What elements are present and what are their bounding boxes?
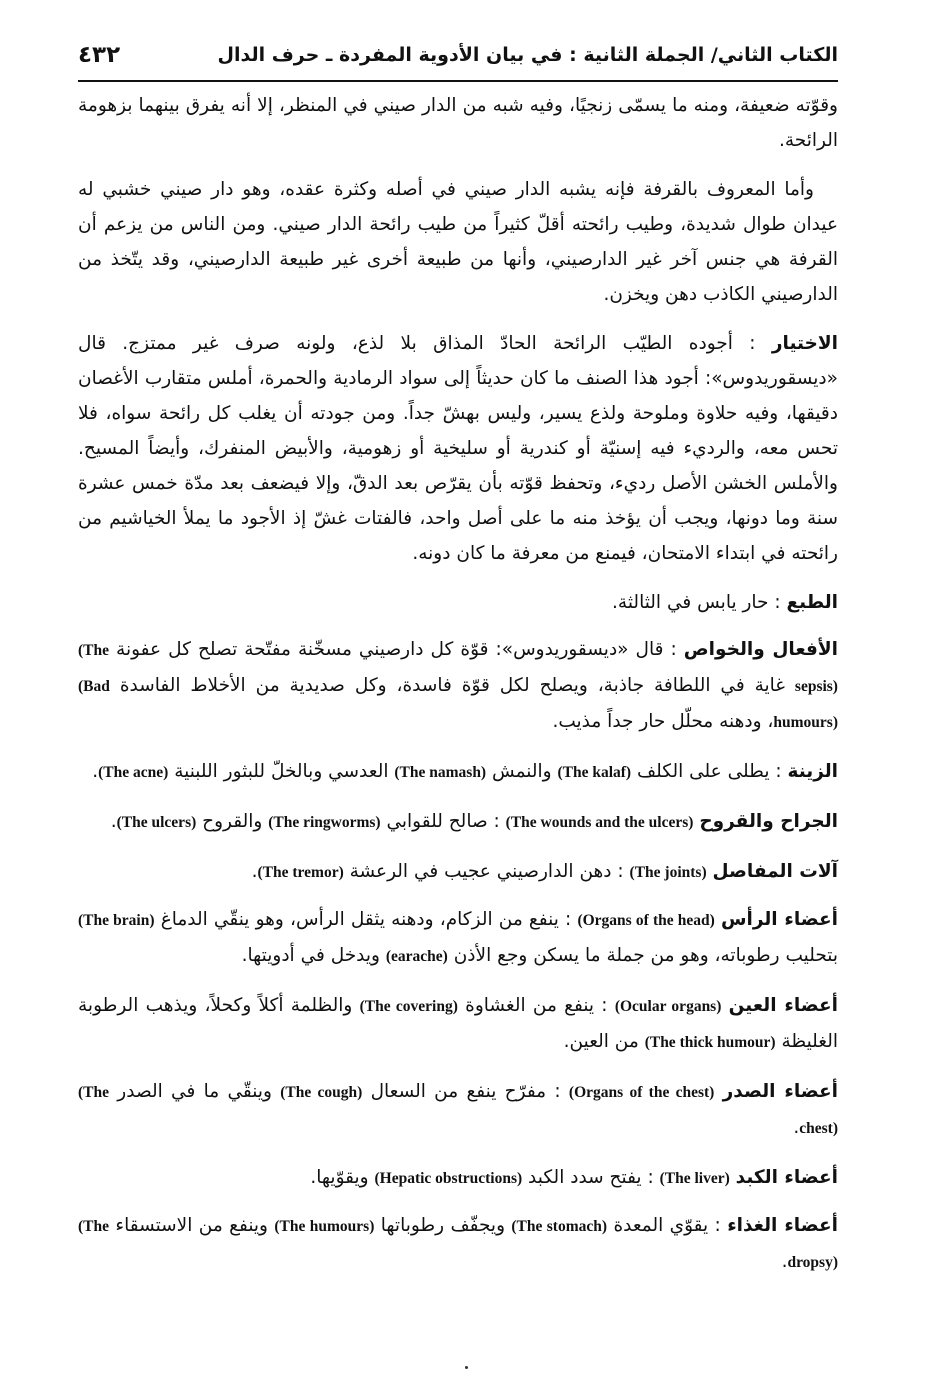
page-number: ٤٣٢ [78, 42, 121, 68]
section-text: ويدخل في أدويتها. [241, 945, 380, 966]
section-text: وينفع من الاستسقاء [115, 1215, 268, 1236]
section-text: . [110, 811, 117, 832]
english-term: (The stomach) [511, 1218, 608, 1235]
english-term: (The sepsis) [78, 642, 838, 695]
section-text: والقروح [202, 811, 263, 832]
english-term: (The joints) [629, 864, 707, 881]
section-wounds-ulcers [78, 804, 838, 840]
section-text: : مفرّح ينفع من السعال [370, 1081, 561, 1102]
section-heading: الطبع [786, 592, 838, 613]
english-term: (The namash) [394, 764, 487, 781]
english-term: (The ulcers) [116, 814, 197, 831]
section-liver-organs [78, 1160, 838, 1196]
section-text: والنمش [492, 761, 552, 782]
english-term: (Organs of the head) [577, 912, 715, 929]
section-temperament [78, 585, 838, 620]
english-term: (The covering) [359, 998, 458, 1015]
section-text: بتحليب رطوباته، وهو من جملة ما يسكن وجع الأذن [453, 945, 838, 966]
section-text: : ينفع من الزكام، ودهنه يثقل الرأس، وهو ينقّي الدماغ [160, 909, 572, 930]
section-heading: أعضاء الرأس [720, 909, 838, 930]
section-joints [78, 854, 838, 890]
section-eye-organs [78, 988, 838, 1060]
section-selection [78, 326, 838, 571]
running-title: الكتاب الثاني/ الجملة الثانية : في بيان الأدوية المفردة ـ حرف الدال [217, 44, 838, 66]
section-text: : يطلى على الكلف [636, 761, 782, 782]
section-text: . [781, 1251, 788, 1272]
section-actions-properties [78, 632, 838, 740]
english-term: (Ocular organs) [614, 998, 722, 1015]
section-text: العدسي وبالخلّ للبثور اللبنية [174, 761, 389, 782]
english-term: (The liver) [659, 1170, 730, 1187]
english-term: (The ringworms) [268, 814, 381, 831]
section-text: : أجوده الطيّب الرائحة الحادّ المذاق بلا لذع، ولونه صرف غير ممتزج. قال «ديسقوريدوس»: أجود هذا الصنف ما كان حديثاً إلى سواد الرمادية والحمرة، أملس متقارب الأغصان دقيقها، وفيه حلاوة وملوحة ولذع يسير، وليس بهشّ جداً. ومن جودته أن يغلب كل رائحة سواه، فلا تحس معه، والرديء فيه إسنيّة أو كندرية أو سليخية أو زهومية، والأبيض المنفرك، وأيضاً المسيح. والأملس الخشن الأصل رديء، وتحفظ قوّته بأن يقرّص بعد الدقّ، وإلا فيضعف بعد مدّة خمس عشرة سنة وما دونها، ويجب أن يؤخذ منه ما على أصل واحد، فالفتات غشّ إذ الأجود ما يملأ الخياشيم من رائحته في ابتداء الامتحان، فيمنع من معرفة ما كان دونه. [78, 333, 838, 564]
section-heading: الجراح والقروح [699, 811, 838, 832]
section-text: غاية في اللطافة جاذبة، ويصلح لكل قوّة فاسدة، وكل صديدية من الأخلاط الفاسدة [119, 675, 785, 696]
section-heading: الزينة [787, 761, 838, 782]
section-chest-organs [78, 1074, 838, 1146]
section-text: ويجفّف رطوباتها [380, 1215, 505, 1236]
section-heading: الأفعال والخواص [683, 639, 838, 660]
section-cosmetics [78, 754, 838, 790]
body-text [78, 88, 838, 1280]
section-text: والظلمة أكلاً وكحلاً، ويذهب الرطوبة الغليظة [78, 995, 838, 1052]
print-speck [465, 1366, 468, 1369]
section-text: : حار يابس في الثالثة. [612, 592, 781, 613]
english-term: (The thick humour) [644, 1034, 776, 1051]
english-term: (The humours) [274, 1218, 375, 1235]
paragraph-cinnamon-qirfa [78, 172, 838, 312]
english-term: (The cough) [280, 1084, 363, 1101]
paragraph-weak-variety [78, 88, 838, 158]
section-text: . [92, 761, 99, 782]
english-term: (Hepatic obstructions) [374, 1170, 523, 1187]
section-head-organs [78, 902, 838, 974]
english-term: (The tremor) [257, 864, 344, 881]
section-text: ، ودهنه محلّل حار جداً مذيب. [552, 711, 774, 732]
english-term: (Organs of the chest) [568, 1084, 715, 1101]
section-nutrition-organs [78, 1208, 838, 1280]
english-term: (The chest) [78, 1084, 838, 1137]
paragraph-text: وأما المعروف بالقرفة فإنه يشبه الدار صيني في أصله وكثرة عقده، وهو دار صيني خشبي له عيدان طوال شديدة، وطيب رائحته أقلّ كثيراً من طيب رائحة الدار صيني. ومن الناس من يزعم أن القرفة هي جنس آخر غير الدارصيني، وأنها من طبيعة أخرى غير طبيعة الدارصيني، وقد يتّخذ من الدارصيني الكاذب دهن ويخزن. [78, 179, 838, 305]
section-heading: أعضاء الكبد [735, 1167, 838, 1188]
english-term: (The wounds and the ulcers) [505, 814, 694, 831]
english-term: (The kalaf) [557, 764, 632, 781]
section-heading: أعضاء الغذاء [727, 1215, 838, 1236]
section-text: : قال «ديسقوريدوس»: قوّة كل دارصيني مسخّنة مفتّحة تصلح كل عفونة [116, 639, 677, 660]
section-text: : ينفع من الغشاوة [465, 995, 608, 1016]
section-text: : يقوّي المعدة [613, 1215, 721, 1236]
book-page [78, 30, 838, 1370]
section-text: : يفتح سدد الكبد [528, 1167, 654, 1188]
english-term: (earache) [385, 948, 448, 965]
section-heading: الاختيار [771, 333, 838, 354]
paragraph-text: وقوّته ضعيفة، ومنه ما يسمّى زنجيًا، وفيه شبه من الدار صيني في المنظر، إلا أنه يفرق بينهما بزهومة الرائحة. [78, 95, 838, 151]
section-text: : دهن الدارصيني عجيب في الرعشة [349, 861, 624, 882]
section-text: من العين. [563, 1031, 639, 1052]
english-term: (The acne) [98, 764, 169, 781]
section-heading: أعضاء العين [728, 995, 839, 1016]
section-heading: أعضاء الصدر [722, 1081, 838, 1102]
section-text: : صالح للقوابي [386, 811, 500, 832]
section-text: وينقّي ما في الصدر [117, 1081, 272, 1102]
section-text: ويقوّيها. [310, 1167, 369, 1188]
english-term: (Bad humours) [78, 678, 838, 731]
section-text: . [793, 1117, 800, 1138]
section-heading: آلات المفاصل [712, 861, 838, 882]
english-term: (The dropsy) [78, 1218, 838, 1271]
english-term: (The brain) [78, 912, 155, 929]
section-text: . [251, 861, 258, 882]
running-header [78, 30, 838, 82]
